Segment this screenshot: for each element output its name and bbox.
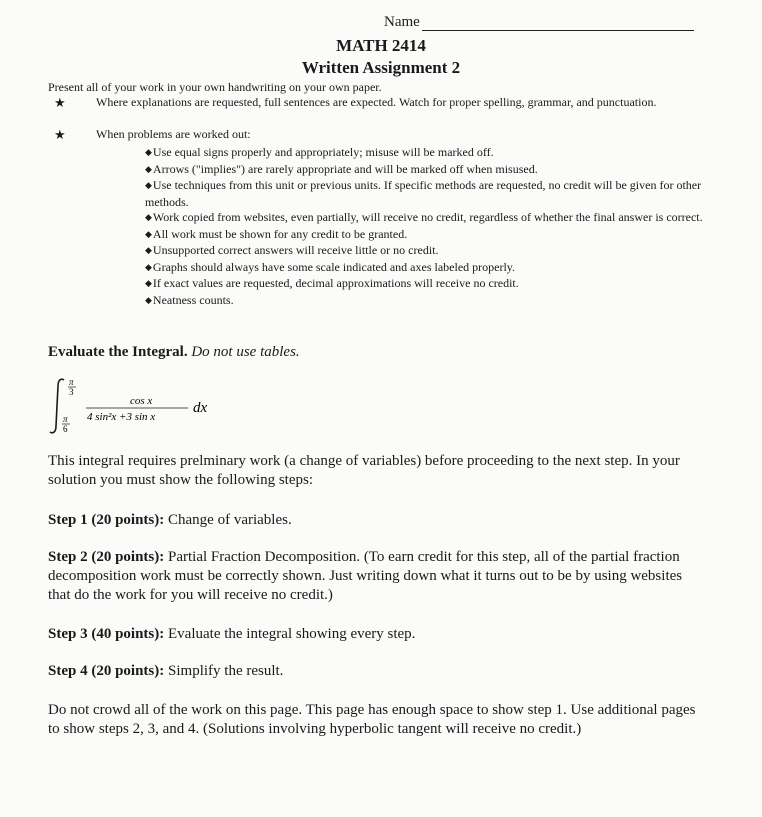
rule-item: ◆Use equal signs properly and appropriately; misuse will be marked off. xyxy=(145,145,494,159)
rule-item: ◆Graphs should always have some scale indicated and axes labeled properly. xyxy=(145,259,516,274)
star-icon: ★ xyxy=(54,95,66,110)
preliminary-text: This integral requires prelminary work (a change of variables) before proceeding to the next step. In your solution you must show the following steps: xyxy=(48,453,680,488)
rule-item: ◆Work copied from websites, even partially, will receive no credit, regardless of whether the final answer is correct. xyxy=(145,210,703,224)
intro-instruction: Present all of your work in your own handwriting on your own paper. xyxy=(48,80,382,94)
integral-expression xyxy=(48,374,248,438)
rule-item: ◆Unsupported correct answers will receive little or no credit. xyxy=(145,243,439,257)
star-item-text: When problems are worked out: xyxy=(96,127,251,141)
step-label: Step 1 (20 points): xyxy=(48,512,165,528)
step-text: Simplify the result. xyxy=(164,663,284,679)
rule-item: ◆Neatness counts. xyxy=(145,292,234,307)
step-text: Change of variables. xyxy=(164,512,292,528)
step-3 xyxy=(48,625,708,644)
integrand-denominator: 4 sin²x +3 sin x xyxy=(87,411,156,423)
rule-item: ◆All work must be shown for any credit to be granted. xyxy=(145,226,408,241)
integral-sign xyxy=(50,379,64,433)
diamond-icon: ◆ xyxy=(145,278,152,288)
rules-list xyxy=(145,145,705,309)
heading-bold: Evaluate the Integral. xyxy=(48,344,188,360)
closing-note: Do not crowd all of the work on this page. This page has enough space to show step 1. Use additional pages to show steps 2, 3, and 4. (Solutions involving hyperbolic tangent will receive no credit.) xyxy=(48,702,696,737)
heading-italic: Do not use tables. xyxy=(191,344,300,360)
integrand-numerator: cos x xyxy=(130,395,153,407)
course-title: MATH 2414 xyxy=(336,36,426,55)
diamond-icon: ◆ xyxy=(145,147,152,157)
step-text: Partial Fraction Decomposition. (To earn credit for this step, all of the partial fraction decomposition work must be correctly shown. Just writing down what it turns out to be by using websites that do the work for you will receive no credit.) xyxy=(48,549,683,603)
rule-item: ◆Use techniques from this unit or previous units. If specific methods are requested, no credit will be given for other methods. xyxy=(145,178,702,209)
diamond-icon: ◆ xyxy=(145,228,152,239)
lower-limit-den: 6 xyxy=(63,424,68,434)
name-label: Name xyxy=(384,14,420,30)
assignment-title: Written Assignment 2 xyxy=(301,58,461,77)
differential: dx xyxy=(193,400,208,416)
upper-limit-den: 3 xyxy=(69,387,74,397)
lower-limit-num: π xyxy=(63,414,68,424)
step-text: Evaluate the integral showing every step. xyxy=(164,626,416,642)
step-4 xyxy=(48,662,708,681)
upper-limit-num: π xyxy=(69,377,74,387)
star-icon: ★ xyxy=(54,127,66,142)
step-label: Step 2 (20 points): xyxy=(48,549,165,565)
step-1 xyxy=(48,511,708,530)
problem-heading xyxy=(48,344,300,361)
rule-item: ◆Arrows ("implies") are rarely appropriate and will be marked off when misused. xyxy=(145,161,538,176)
rule-item: ◆If exact values are requested, decimal approximations will receive no credit. xyxy=(145,276,519,290)
diamond-icon: ◆ xyxy=(145,294,152,305)
diamond-icon: ◆ xyxy=(145,163,152,174)
name-field xyxy=(384,14,694,31)
step-label: Step 3 (40 points): xyxy=(48,626,165,642)
star-item-text: Where explanations are requested, full sentences are expected. Watch for proper spelling, grammar, and punctuation. xyxy=(96,95,657,109)
diamond-icon: ◆ xyxy=(145,212,152,222)
step-label: Step 4 (20 points): xyxy=(48,663,165,679)
diamond-icon: ◆ xyxy=(145,261,152,272)
name-blank-line xyxy=(422,16,694,31)
diamond-icon: ◆ xyxy=(145,245,152,255)
step-2 xyxy=(48,548,708,605)
diamond-icon: ◆ xyxy=(145,180,152,190)
